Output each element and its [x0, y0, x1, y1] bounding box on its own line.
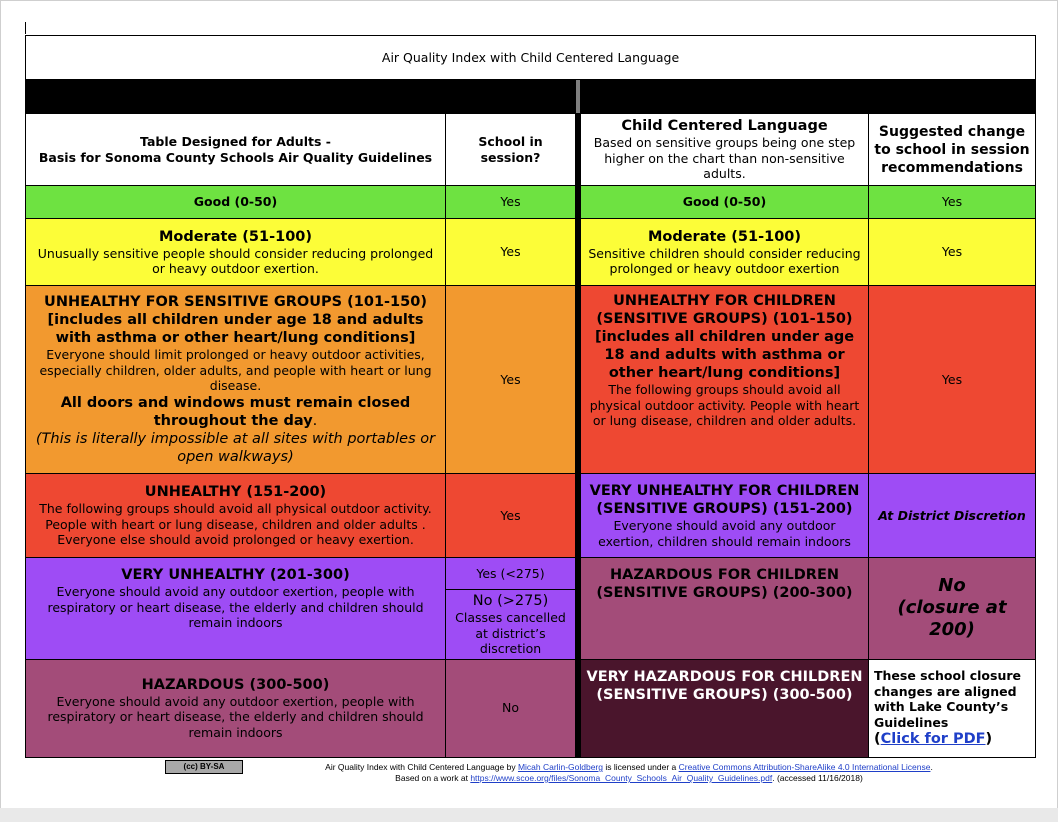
row-very-unhealthy-a [26, 558, 1036, 590]
hazardous-adult-desc: Everyone should avoid any outdoor exertion, people with respiratory or heart disease, the elderly and children should remain indoors [47, 693, 424, 740]
usg-session: Yes [446, 286, 576, 474]
row-moderate [26, 219, 1036, 286]
pdf-link-line [874, 730, 1030, 748]
moderate-session: Yes [446, 219, 576, 286]
usg-adult-title: UNHEALTHY FOR SENSITIVE GROUPS (101-150) [44, 294, 427, 311]
row-unhealthy [26, 474, 1036, 558]
row-good [26, 186, 1036, 219]
usg-adult-desc: Everyone should limit prolonged or heavy outdoor activities, especially children, older adults, and people with heart or lung disease. [39, 347, 432, 394]
unhealthy-adult-desc: The following groups should avoid all physical outdoor activity. People with heart or lung disease, children and older adults . Everyone else should avoid prolonged or heavy exertion. [39, 501, 432, 548]
footer-line1-mid: is licensed under a [603, 762, 679, 772]
footer-line-2 [249, 773, 1009, 784]
usg-adult-doors: All doors and windows must remain closed throughout the day [60, 394, 411, 429]
footer-lines [249, 762, 1009, 784]
very-unhealthy-session-b-note: Classes cancelled at district’s discretion [455, 610, 566, 656]
unhealthy-child-cell [581, 474, 869, 558]
hazardous-child-cell [581, 659, 869, 757]
unhealthy-adult-cell [26, 474, 446, 558]
good-suggested: Yes [869, 186, 1036, 219]
very-unhealthy-child-cell [581, 558, 869, 660]
header-adult: Air Quality Index (adult focused) [26, 80, 576, 114]
child-language-desc: Based on sensitive groups being one step higher on the chart than non-sensitive adults. [593, 135, 856, 182]
footer-line1-end: . [930, 762, 933, 772]
pdf-link-open: ( [874, 731, 881, 747]
unhealthy-session: Yes [446, 474, 576, 558]
hazardous-suggested-note: These school closure changes are aligned with Lake County’s Guidelines [874, 668, 1021, 730]
text-cursor [25, 22, 26, 34]
adult-design-header [26, 114, 446, 186]
moderate-adult-desc: Unusually sensitive people should consider reducing prolonged or heavy outdoor exertion. [37, 245, 434, 276]
row-usg [26, 286, 1036, 474]
moderate-child-cell [581, 219, 869, 286]
subheader-row [26, 114, 1036, 186]
very-unhealthy-child-title: HAZARDOUS FOR CHILDREN (SENSITIVE GROUPS) (200-300) [596, 567, 853, 601]
footer-line1-prefix: Air Quality Index with Child Centered Language by [325, 762, 518, 772]
very-unhealthy-suggested-cell [869, 558, 1036, 660]
click-for-pdf-link[interactable]: Click for PDF [880, 731, 986, 747]
viewer-bottom-band [0, 808, 1058, 822]
aqi-table [25, 35, 1036, 758]
hazardous-child-title: VERY HAZARDOUS FOR CHILDREN (SENSITIVE GROUPS) (300-500) [586, 668, 863, 703]
author-link[interactable]: Micah Carlin-Goldberg [517, 762, 603, 772]
good-session: Yes [446, 186, 576, 219]
usg-suggested: Yes [869, 286, 1036, 474]
adult-design-line: Table Designed for Adults - Basis for Sonoma County Schools Air Quality Guidelines [38, 134, 433, 165]
hazardous-suggested-cell [869, 659, 1036, 757]
cc-by-sa-badge[interactable]: (cc) BY-SA [165, 760, 243, 774]
page-title: Air Quality Index with Child Centered Language [26, 36, 1036, 80]
suggested-change-header: Suggested change to school in session recommendations [869, 114, 1036, 186]
license-link[interactable]: Creative Commons Attribution-ShareAlike 4.0 International License [678, 762, 931, 772]
usg-child-cell [581, 286, 869, 474]
footer-line2-prefix: Based on a work at [395, 773, 471, 783]
hazardous-adult-cell [26, 659, 446, 757]
moderate-child-desc: Sensitive children should consider reducing prolonged or heavy outdoor exertion [588, 245, 861, 276]
good-adult-title: Good (0-50) [26, 186, 446, 219]
footer-line-1 [249, 762, 1009, 773]
moderate-child-title: Moderate (51-100) [647, 228, 802, 245]
very-unhealthy-session-b-cell [446, 590, 576, 660]
usg-adult-includes: [includes all children under age 18 and adults with asthma or other heart/lung conditions] [47, 312, 424, 347]
usg-adult-doors-line: All doors and windows must remain closed throughout the day. [60, 394, 411, 429]
moderate-adult-cell [26, 219, 446, 286]
source-link[interactable]: https://www.scoe.org/files/Sonoma_County_Schools_Air_Quality_Guidelines.pdf [470, 773, 773, 783]
very-unhealthy-adult-desc: Everyone should avoid any outdoor exertion, people with respiratory or heart disease, the elderly and children should remain indoors [47, 584, 424, 630]
header-bar-row [26, 80, 1036, 114]
moderate-suggested: Yes [869, 219, 1036, 286]
very-unhealthy-suggested-note: (closure at 200) [897, 597, 1007, 641]
usg-adult-cell [26, 286, 446, 474]
child-language-title: Child Centered Language [621, 118, 828, 135]
unhealthy-child-desc: Everyone should avoid any outdoor exertion, children should remain indoors [598, 518, 851, 549]
hazardous-adult-title: HAZARDOUS (300-500) [141, 676, 330, 693]
unhealthy-adult-title: UNHEALTHY (151-200) [144, 484, 327, 501]
row-hazardous [26, 659, 1036, 757]
very-unhealthy-adult-title: VERY UNHEALTHY (201-300) [121, 567, 350, 583]
unhealthy-child-title: VERY UNHEALTHY FOR CHILDREN (SENSITIVE GROUPS) (151-200) [589, 483, 860, 517]
school-in-session-header: School in session? [446, 114, 576, 186]
title-row [26, 36, 1036, 80]
very-unhealthy-adult-cell [26, 558, 446, 660]
very-unhealthy-session-b: No (>275) [472, 593, 549, 609]
usg-child-desc: The following groups should avoid all physical outdoor activity. People with heart or lung disease, children and older adults. [589, 382, 860, 428]
unhealthy-suggested: At District Discretion [869, 474, 1036, 558]
footer-line2-end: . (accessed 11/16/2018) [772, 773, 863, 783]
header-child: Air Quality Index (child focused) [581, 80, 1036, 114]
usg-adult-note: (This is literally impossible at all sites with portables or open walkways) [35, 430, 436, 465]
pdf-link-close: ) [985, 731, 993, 747]
very-unhealthy-session-a: Yes (<275) [446, 558, 576, 590]
hazardous-session: No [446, 659, 576, 757]
usg-child-includes: [includes all children under age 18 and adults with asthma or other heart/lung conditions] [594, 329, 855, 381]
good-child-title: Good (0-50) [581, 186, 869, 219]
very-unhealthy-suggested: No [938, 575, 966, 597]
moderate-adult-title: Moderate (51-100) [158, 228, 313, 245]
usg-child-title: UNHEALTHY FOR CHILDREN (SENSITIVE GROUPS) (101-150) [596, 293, 853, 327]
child-language-header [581, 114, 869, 186]
